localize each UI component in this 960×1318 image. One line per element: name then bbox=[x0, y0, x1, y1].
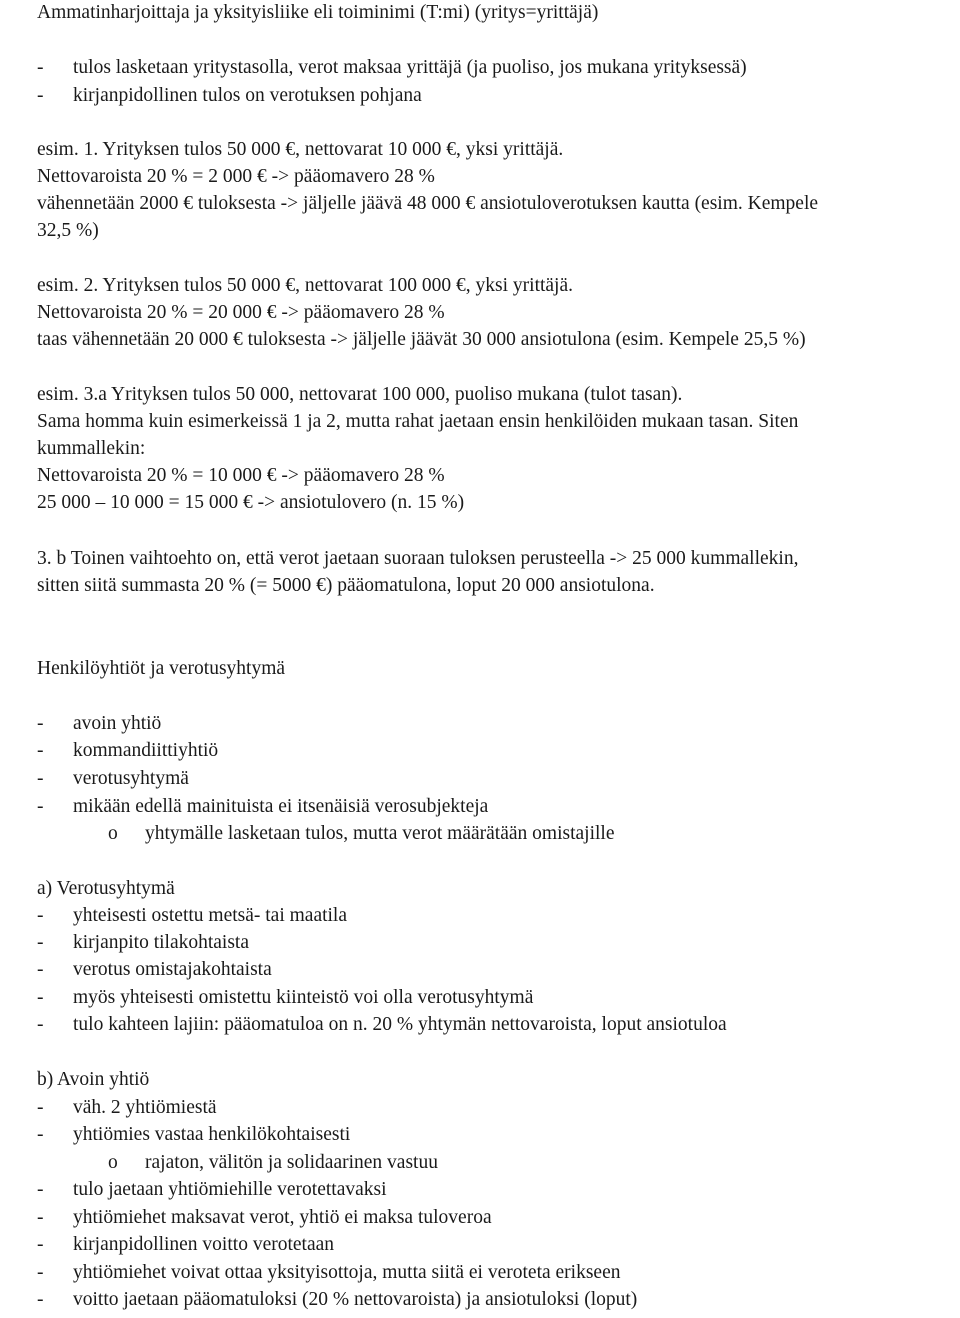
list-item-text: yhtiömiehet maksavat verot, yhtiö ei maksa tuloveroa bbox=[73, 1207, 492, 1228]
example-1-line: 32,5 %) bbox=[37, 220, 99, 241]
example-3a-line: kummallekin: bbox=[37, 438, 146, 459]
example-3b-line: sitten siitä summasta 20 % (= 5000 €) pääomatulona, loput 20 000 ansiotulona. bbox=[37, 575, 655, 596]
sub-list-item-text: yhtymälle lasketaan tulos, mutta verot määrätään omistajille bbox=[145, 823, 615, 844]
dash-marker: - bbox=[37, 796, 44, 817]
list-item-text: tulos lasketaan yritystasolla, verot maksaa yrittäjä (ja puoliso, jos mukana yrityksessä) bbox=[73, 57, 747, 78]
list-item-text: väh. 2 yhtiömiestä bbox=[73, 1097, 217, 1118]
dash-marker: - bbox=[37, 713, 44, 734]
sub-list-item-text: rajaton, välitön ja solidaarinen vastuu bbox=[145, 1152, 438, 1173]
example-2-line: Nettovaroista 20 % = 20 000 € -> pääomavero 28 % bbox=[37, 302, 445, 323]
list-item-text: avoin yhtiö bbox=[73, 713, 162, 734]
dash-marker: - bbox=[37, 1207, 44, 1228]
section-title-toiminimi: Ammatinharjoittaja ja yksityisliike eli toiminimi (T:mi) (yritys=yrittäjä) bbox=[37, 2, 599, 23]
list-item-text: kirjanpidollinen tulos on verotuksen pohjana bbox=[73, 85, 422, 106]
list-item-text: yhtiömiehet voivat ottaa yksityisottoja, mutta siitä ei veroteta erikseen bbox=[73, 1262, 621, 1283]
dash-marker: - bbox=[37, 1014, 44, 1035]
list-item-text: tulo kahteen lajiin: pääomatuloa on n. 20 % yhtymän nettovaroista, loput ansiotuloa bbox=[73, 1014, 727, 1035]
example-3a-line: 25 000 – 10 000 = 15 000 € -> ansiotulovero (n. 15 %) bbox=[37, 492, 465, 513]
list-item-text: verotusyhtymä bbox=[73, 768, 189, 789]
example-3a-line: Nettovaroista 20 % = 10 000 € -> pääomavero 28 % bbox=[37, 465, 445, 486]
dash-marker: - bbox=[37, 932, 44, 953]
list-item-text: kirjanpito tilakohtaista bbox=[73, 932, 250, 953]
section-title-verotusyhtyma: a) Verotusyhtymä bbox=[37, 878, 175, 899]
dash-marker: - bbox=[37, 1289, 44, 1310]
dash-marker: - bbox=[37, 1234, 44, 1255]
dash-marker: - bbox=[37, 57, 44, 78]
list-item-text: verotus omistajakohtaista bbox=[73, 959, 272, 980]
example-1-line: Nettovaroista 20 % = 2 000 € -> pääomavero 28 % bbox=[37, 166, 435, 187]
list-item-text: yhteisesti ostettu metsä- tai maatila bbox=[73, 905, 348, 926]
list-item-text: voitto jaetaan pääomatuloksi (20 % nettovaroista) ja ansiotuloksi (loput) bbox=[73, 1289, 638, 1310]
example-1-line: esim. 1. Yrityksen tulos 50 000 €, nettovarat 10 000 €, yksi yrittäjä. bbox=[37, 139, 564, 160]
dash-marker: - bbox=[37, 740, 44, 761]
dash-marker: - bbox=[37, 959, 44, 980]
list-item-text: kommandiittiyhtiö bbox=[73, 740, 219, 761]
example-1-line: vähennetään 2000 € tuloksesta -> jäljelle jäävä 48 000 € ansiotuloverotuksen kautta (esim. Kempele bbox=[37, 193, 819, 214]
example-2-line: esim. 2. Yrityksen tulos 50 000 €, nettovarat 100 000 €, yksi yrittäjä. bbox=[37, 275, 574, 296]
list-item-text: kirjanpidollinen voitto verotetaan bbox=[73, 1234, 335, 1255]
list-item-text: yhtiömies vastaa henkilökohtaisesti bbox=[73, 1124, 351, 1145]
example-2-line: taas vähennetään 20 000 € tuloksesta -> jäljelle jäävät 30 000 ansiotulona (esim. Kempele 25,5 %) bbox=[37, 329, 806, 350]
dash-marker: - bbox=[37, 1124, 44, 1145]
list-item-text: mikään edellä mainituista ei itsenäisiä verosubjekteja bbox=[73, 796, 489, 817]
sub-marker: o bbox=[108, 823, 118, 844]
list-item-text: myös yhteisesti omistettu kiinteistö voi olla verotusyhtymä bbox=[73, 987, 534, 1008]
dash-marker: - bbox=[37, 85, 44, 106]
dash-marker: - bbox=[37, 905, 44, 926]
section-title-avoin-yhtio: b) Avoin yhtiö bbox=[37, 1069, 150, 1090]
dash-marker: - bbox=[37, 1097, 44, 1118]
example-3b-line: 3. b Toinen vaihtoehto on, että verot jaetaan suoraan tuloksen perusteella -> 25 000 kummallekin, bbox=[37, 548, 799, 569]
example-3a-line: Sama homma kuin esimerkeissä 1 ja 2, mutta rahat jaetaan ensin henkilöiden mukaan tasan. Siten bbox=[37, 411, 799, 432]
example-3a-line: esim. 3.a Yrityksen tulos 50 000, nettovarat 100 000, puoliso mukana (tulot tasan). bbox=[37, 384, 683, 405]
dash-marker: - bbox=[37, 987, 44, 1008]
section-title-henkiloyhtiot: Henkilöyhtiöt ja verotusyhtymä bbox=[37, 658, 286, 679]
dash-marker: - bbox=[37, 1179, 44, 1200]
dash-marker: - bbox=[37, 768, 44, 789]
dash-marker: - bbox=[37, 1262, 44, 1283]
sub-marker: o bbox=[108, 1152, 118, 1173]
list-item-text: tulo jaetaan yhtiömiehille verotettavaksi bbox=[73, 1179, 387, 1200]
